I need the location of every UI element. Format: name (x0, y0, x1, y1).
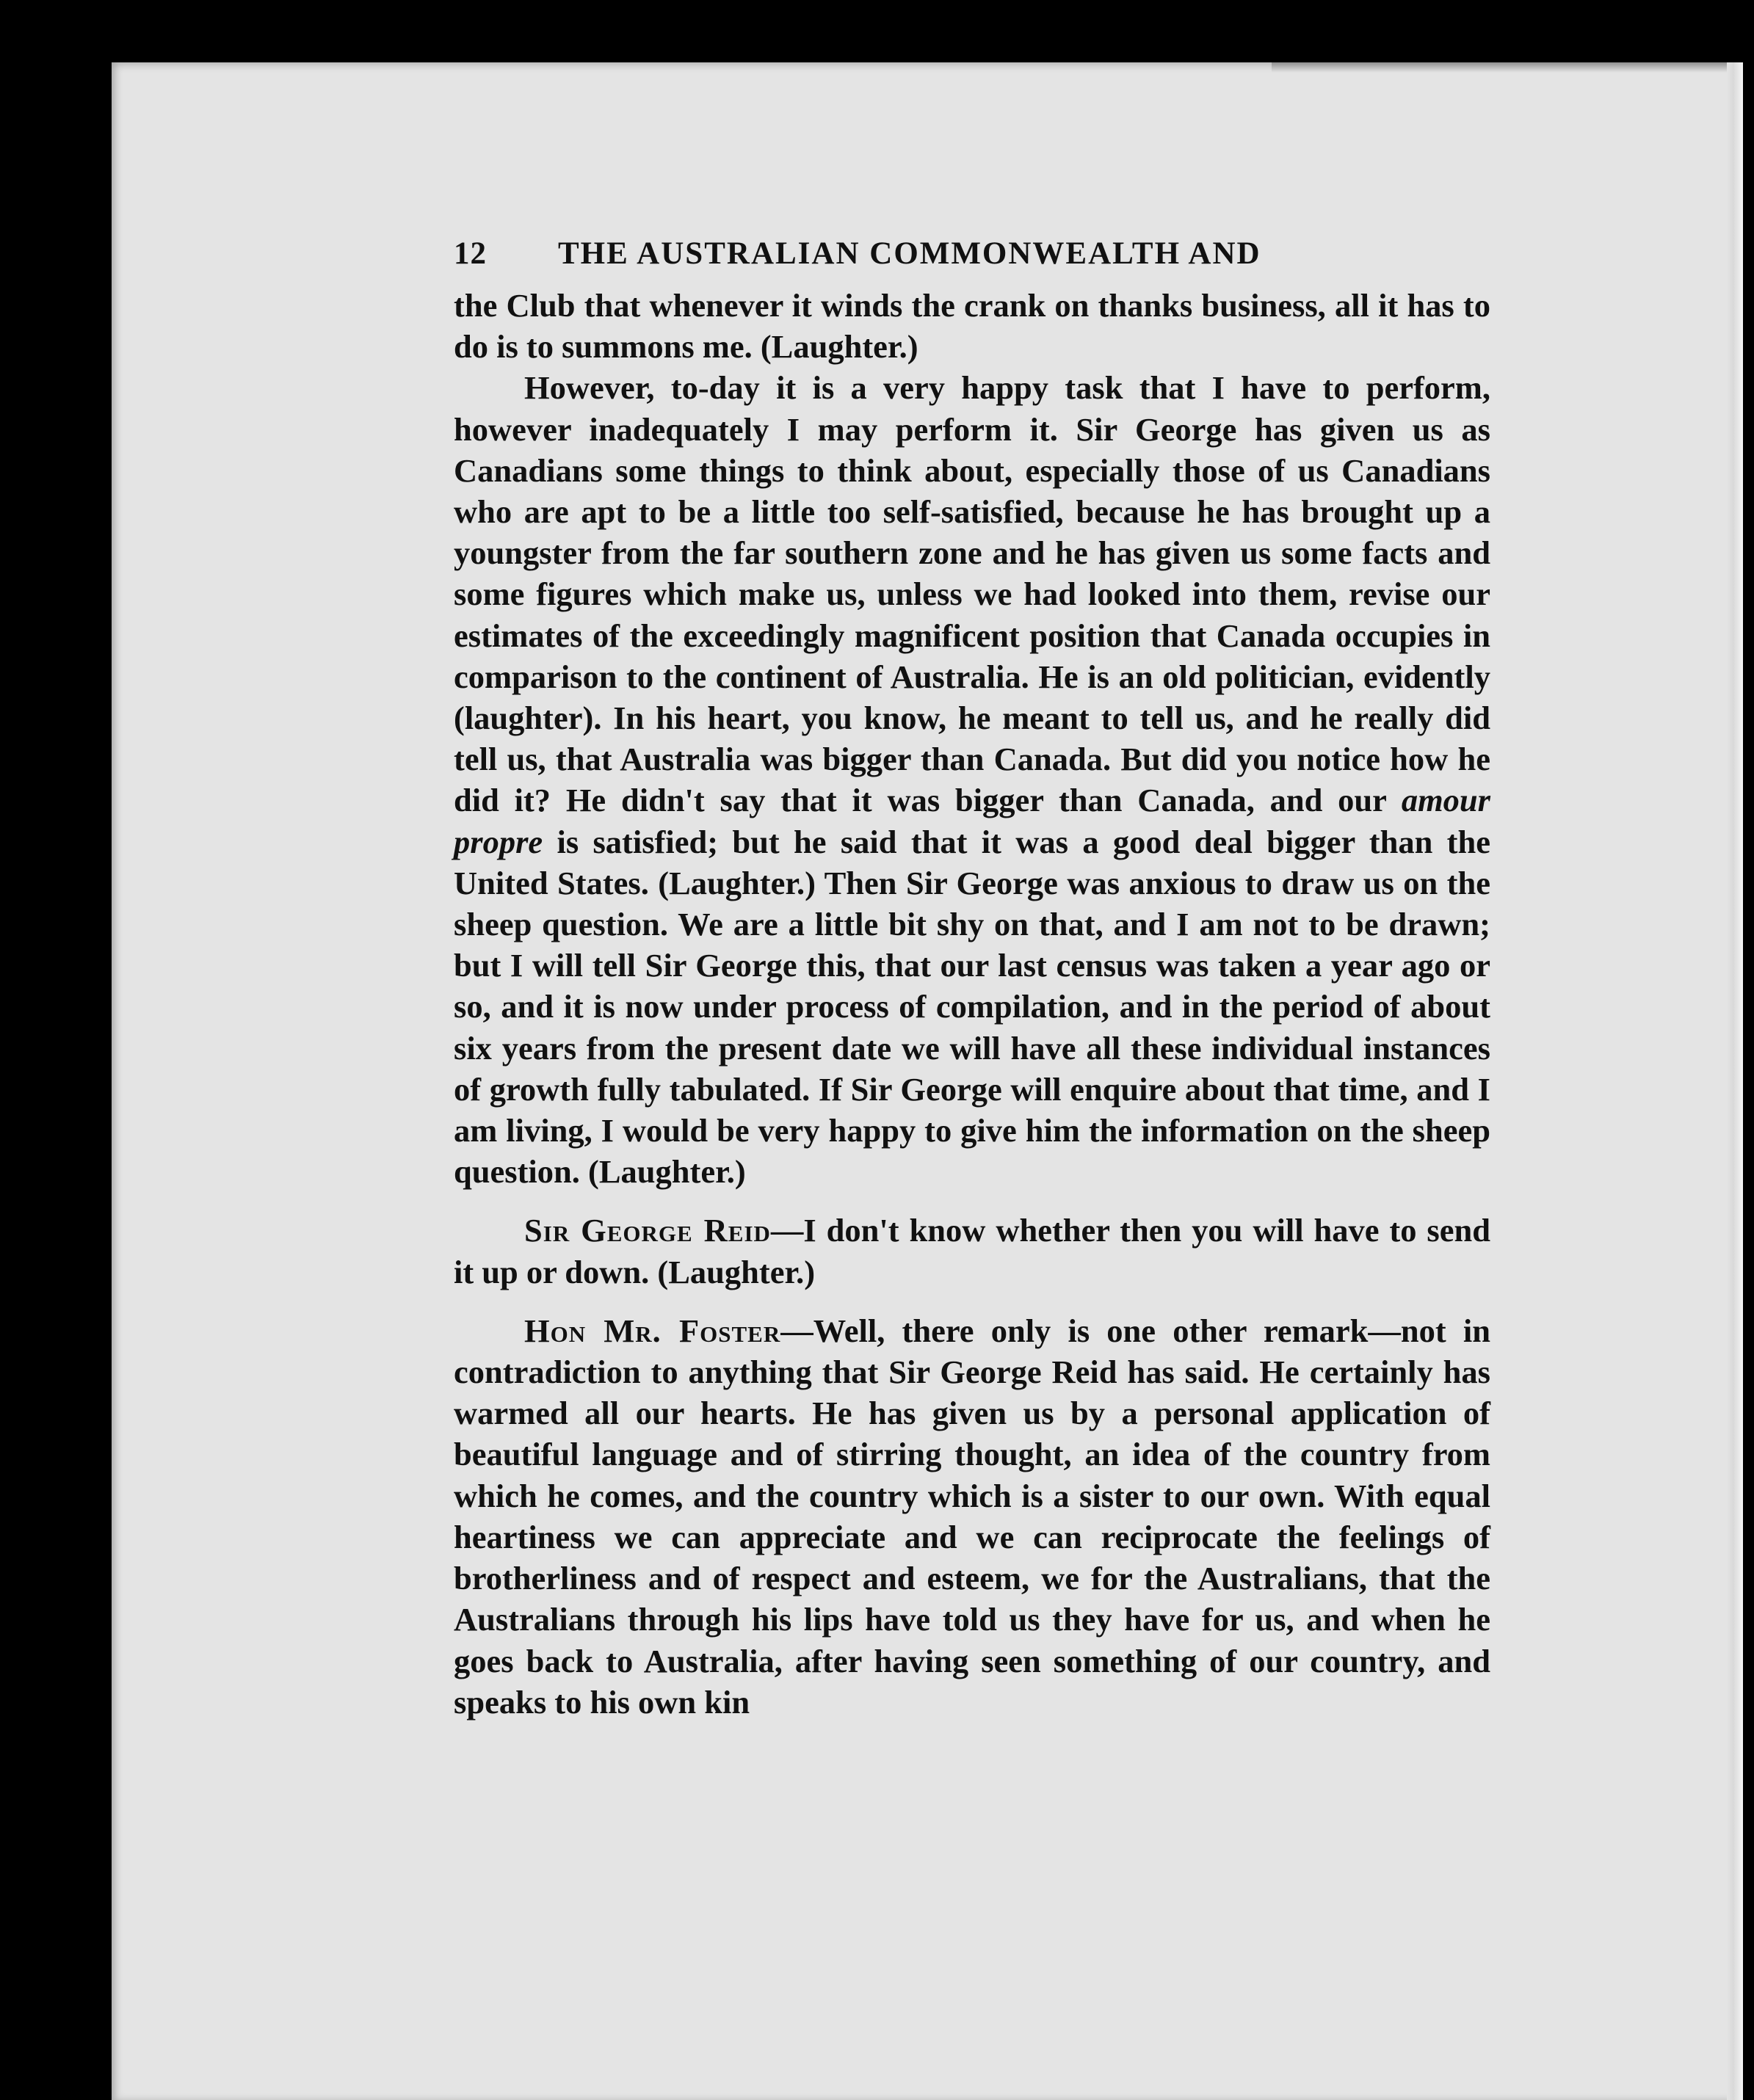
speech-text: —Well, there only is one other remark—not in contradiction to anything that Sir George Reid has said. He certainly has warmed all our hearts. He has given us by a personal application of beautiful language and of stirring thought, an idea of the country from which he comes, and the country which is a sister to our own. With equal heartiness we can appreciate and we can reciprocate the feelings of brotherliness and of respect and esteem, we for the Australians, that the Australians through his lips have told us they have for us, and when he goes back to Australia, after having seen something of our country, and speaks to his own kin (454, 1312, 1490, 1721)
speaker-name: Sir George Reid (524, 1212, 771, 1249)
paragraph-foster-speech (454, 1310, 1490, 1723)
running-title: THE AUSTRALIAN COMMONWEALTH AND (558, 236, 1261, 271)
page-text (454, 233, 1490, 1723)
page-number: 12 (454, 236, 487, 271)
running-head (454, 233, 1490, 275)
paragraph-text-part: However, to-day it is a very happy task that I have to perform, however inadequately I may perform it. Sir George has given us as Canadians some things to think about, especially those of us Canadians who are apt to be a little too self-satisfied, because he has brought up a youngster from the far southern zone and he has given us some facts and some figures which make us, unless we had looked into them, revise our estimates of the exceedingly magnificent position that Canada occupies in comparison to the continent of Australia. He is an old politician, evidently (laughter). In his heart, you know, he meant to tell us, and he really did tell us, that Australia was bigger than Canada. But did you notice how he did it? He didn't say that it was bigger than Canada, and our (454, 369, 1490, 819)
speaker-name: Hon Mr. Foster (524, 1312, 781, 1349)
scan-smudge (1272, 62, 1742, 73)
paragraph-foster-reply (454, 367, 1490, 1192)
italic-phrase: amour propre (454, 782, 1490, 860)
paragraph-reid-interjection (454, 1210, 1490, 1292)
speech-text: —I don't know whether then you will have to send it up or down. (Laughter.) (454, 1212, 1490, 1290)
page-edge (1727, 62, 1743, 2100)
paragraph-text-part: is satisfied; but he said that it was a good deal bigger than the United States. (Laughter.) Then Sir George was anxious to draw us on the sheep question. We are a little bit shy on that, and I am not to be drawn; but I will tell Sir George this, that our last census was taken a year ago or so, and it is now under process of compilation, and in the period of about six years from the present date we will have all these individual instances of growth fully tabulated. If Sir George will enquire about that time, and I am living, I would be very happy to give him the information on the sheep question. (Laughter.) (454, 823, 1490, 1191)
paragraph-continuation: the Club that whenever it winds the crank on thanks business, all it has to do is to summons me. (Laughter.) (454, 287, 1490, 366)
